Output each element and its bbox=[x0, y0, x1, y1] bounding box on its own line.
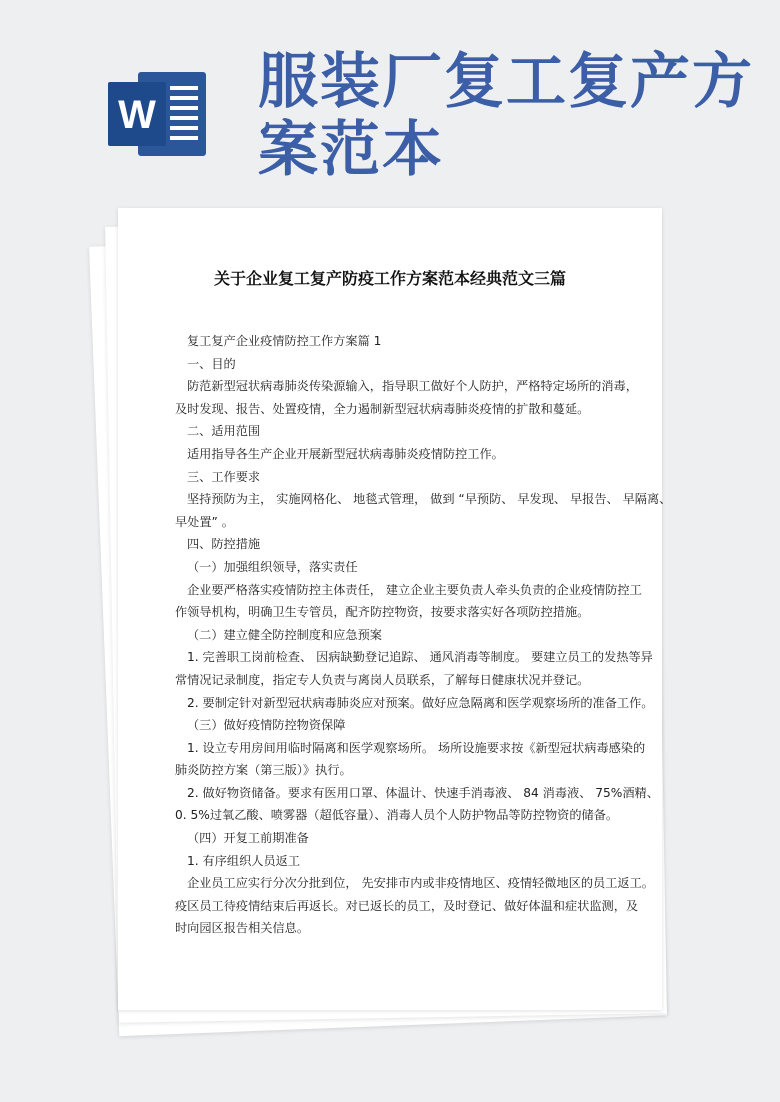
text-line: 复工复产企业疫情防控工作方案篇 1 bbox=[187, 334, 382, 348]
text-line: 企业员工应实行分次分批到位， 先安排市内或非疫情地区、疫情轻微地区的员工返工。 bbox=[187, 876, 654, 891]
text-line: （四）开复工前期准备 bbox=[187, 831, 309, 846]
text-line: 1. 有序组织人员返工 bbox=[187, 853, 301, 868]
word-document-icon bbox=[108, 68, 208, 160]
document-page bbox=[118, 208, 672, 1010]
text-line: 疫区员工待疫情结束后再返长。对已返长的员工，及时登记、做好体温和症状监测，及 bbox=[175, 898, 639, 913]
text-line: 2. 做好物资储备。要求有医用口罩、体温计、快速手消毒液、 84 消毒液、 75%酒精、 bbox=[187, 785, 659, 800]
text-line: 常情况记录制度，指定专人负责与离岗人员联系，了解每日健康状况并登记。 bbox=[175, 672, 590, 687]
text-line: 一、目的 bbox=[187, 356, 236, 371]
text-line: 防范新型冠状病毒肺炎传染源输入，指导职工做好个人防护，严格特定场所的消毒， bbox=[187, 379, 638, 394]
text-line: 四、防控措施 bbox=[187, 537, 261, 552]
text-line: 早处置” 。 bbox=[175, 514, 234, 529]
text-line: 及时发现、报告、处置疫情，全力遏制新型冠状病毒肺炎疫情的扩散和蔓延。 bbox=[175, 401, 590, 416]
text-line: 2. 要制定针对新型冠状病毒肺炎应对预案。做好应急隔离和医学观察场所的准备工作。 bbox=[187, 695, 654, 710]
text-line: （三）做好疫情防控物资保障 bbox=[187, 718, 346, 733]
text-line: 1. 设立专用房间用临时隔离和医学观察场所。 场所设施要求按《新型冠状病毒感染的 bbox=[187, 740, 646, 755]
document-title bbox=[258, 48, 758, 184]
svg-text:W: W bbox=[118, 93, 156, 137]
title-line-2: 案范本 bbox=[258, 115, 444, 185]
text-line: （一）加强组织领导，落实责任 bbox=[187, 559, 358, 574]
page-heading: 关于企业复工复产防疫工作方案范本经典范文三篇 bbox=[213, 269, 566, 288]
text-line: 三、工作要求 bbox=[187, 469, 261, 484]
title-line-1: 服装厂复工复产方 bbox=[258, 47, 754, 117]
document-body bbox=[175, 330, 672, 940]
text-line: 二、适用范围 bbox=[187, 424, 261, 439]
text-line: 企业要严格落实疫情防控主体责任， 建立企业主要负责人牵头负责的企业疫情防控工 bbox=[187, 582, 642, 597]
text-line: 1. 完善职工岗前检查、 因病缺勤登记追踪、 通风消毒等制度。 要建立员工的发热等异 bbox=[187, 650, 653, 665]
text-line: 时向园区报告相关信息。 bbox=[175, 921, 310, 936]
text-line: 0. 5%过氧乙酸、喷雾器（超低容量）、消毒人员个人防护物品等防控物资的储备。 bbox=[175, 808, 619, 823]
text-line: 适用指导各生产企业开展新型冠状病毒肺炎疫情防控工作。 bbox=[187, 446, 504, 461]
text-line: 肺炎防控方案（第三版）》执行。 bbox=[175, 763, 352, 778]
text-line: 坚持预防为主， 实施网格化、 地毯式管理， 做到 “早预防、 早发现、 早报告、 早隔离、 bbox=[187, 492, 672, 507]
text-line: （二）建立健全防控制度和应急预案 bbox=[187, 627, 382, 642]
text-line: 作领导机构，明确卫生专管员，配齐防控物资，按要求落实好各项防控措施。 bbox=[175, 605, 590, 620]
